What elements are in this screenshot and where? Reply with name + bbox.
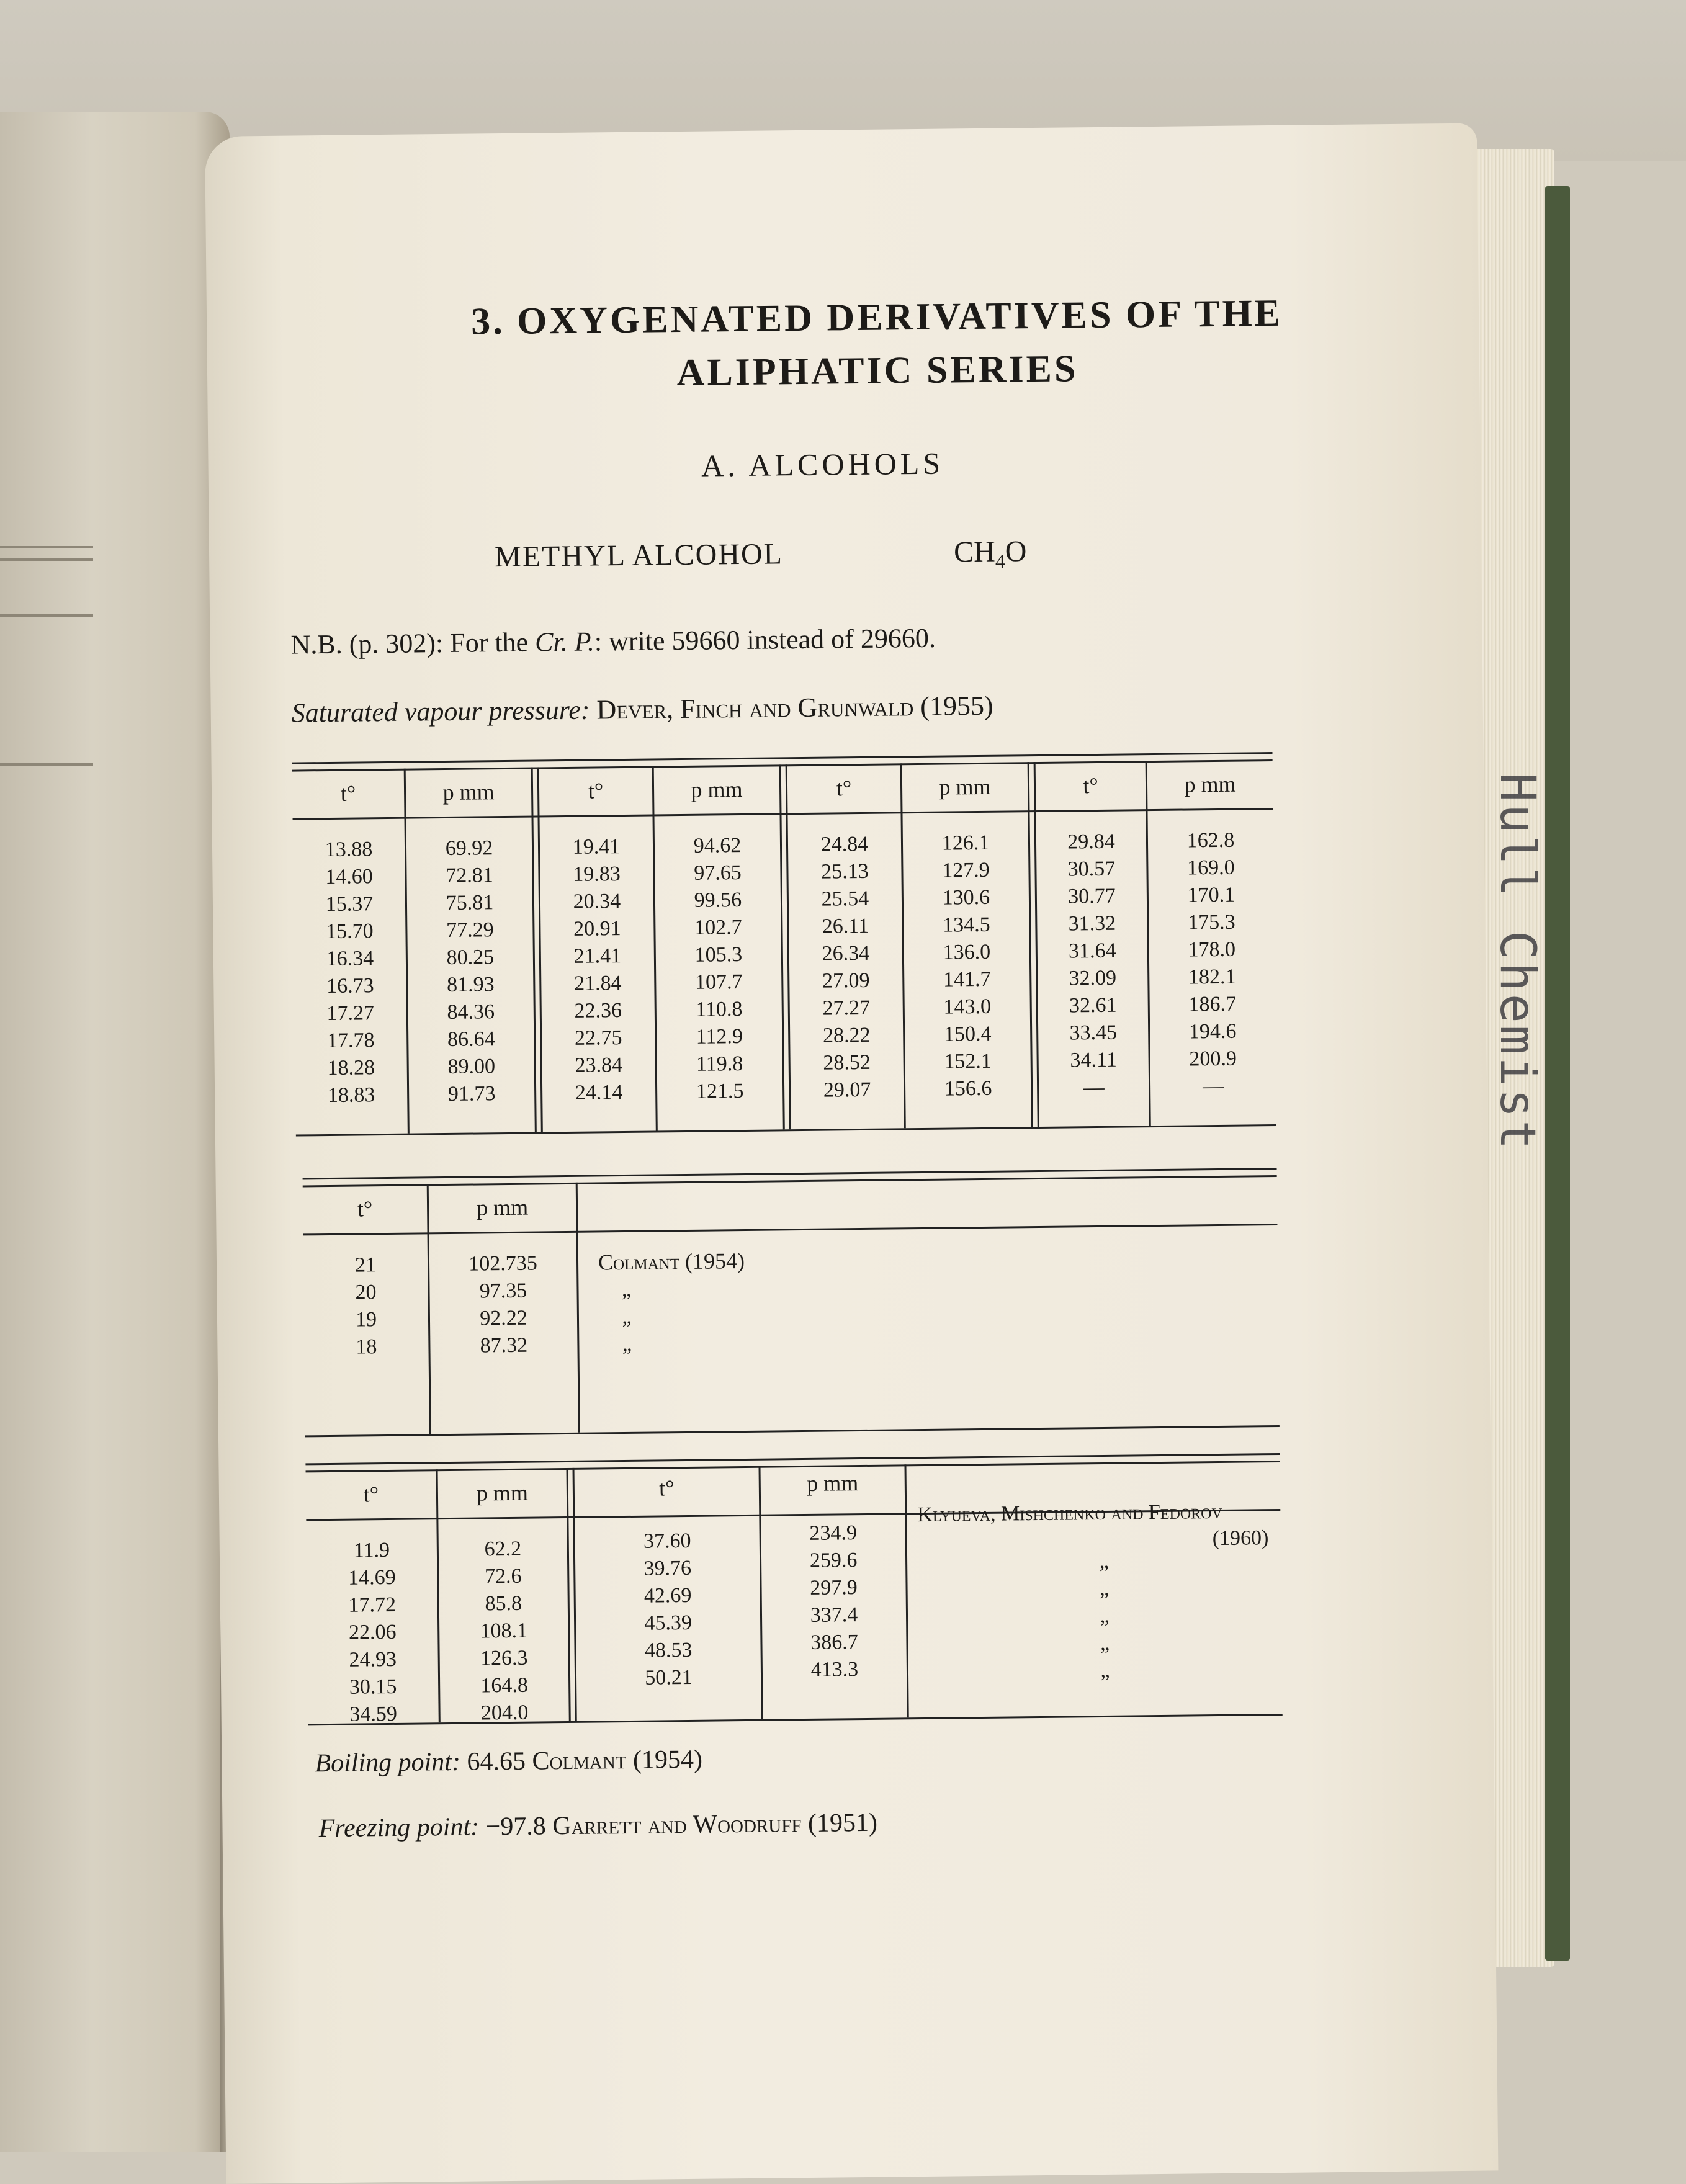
library-stamp-text: Hull Chemist [1489,772,1545,1152]
table-cell: 80.25 [446,946,495,969]
chapter-title [356,285,1399,403]
table-cell: 91.73 [447,1082,496,1106]
table2-column [303,1251,429,1361]
saturated-source: Dever, Finch and Grunwald (1955) [596,690,993,725]
table-cell: 23.84 [575,1054,623,1077]
table-cell: 15.37 [325,892,374,916]
table-cell: 18 [356,1335,377,1359]
table-cell: 30.77 [1067,884,1116,908]
table-cell: 26.11 [822,914,869,938]
table2-header-t: t° [357,1196,373,1222]
table1-column [655,831,783,1106]
table3-header-p: p mm [476,1480,529,1506]
boiling-value: 64.65 [467,1747,526,1776]
table-cell: 97.65 [694,861,742,885]
table-cell: 127.9 [942,858,990,882]
table-cell: 34.59 [349,1702,398,1726]
table-cell: 86.64 [447,1027,495,1051]
table-cell: 20.34 [573,890,621,913]
table-cell: 386.7 [810,1631,858,1654]
nb-suffix: : write 59660 instead of 29660. [594,622,936,657]
section-heading: A. ALCOHOLS [701,445,944,483]
table-cell: 194.6 [1188,1019,1237,1044]
formula-tail: O [1005,535,1027,568]
table3-column [575,1527,761,1693]
formula-subscript: 4 [995,550,1006,573]
table-cell: 130.6 [942,885,990,910]
table-cell: 337.4 [810,1603,858,1627]
table-cell: 156.6 [944,1076,992,1101]
table-cell: 29.07 [823,1078,871,1102]
table1-column [1148,826,1276,1101]
table3-header-t: t° [363,1482,379,1507]
table-cell: 42.69 [643,1583,692,1608]
table-cell: 110.8 [695,998,743,1021]
table1-column [406,835,535,1109]
table-cell: 99.56 [694,888,742,912]
table-cell: 175.3 [1187,910,1235,934]
table-cell: 30.15 [349,1675,397,1699]
table-cell: 33.45 [1069,1021,1118,1045]
table-cell: 259.6 [809,1549,858,1572]
table1-header-t: t° [836,776,852,801]
table-cell: 19.41 [572,835,621,859]
table2-header-p: p mm [476,1194,529,1220]
table-cell: 18.28 [327,1056,375,1080]
table-cell: 69.92 [445,836,493,861]
table-cell: 102.735 [469,1251,537,1276]
table-cell: 17.72 [348,1593,397,1617]
table-cell: 134.5 [942,913,990,937]
table-cell: 126.1 [941,831,990,855]
table-cell: 31.64 [1068,939,1116,963]
table-cell: 25.13 [821,859,869,884]
table3-header-t: t° [658,1475,675,1501]
table-cell: 72.6 [484,1564,522,1588]
compound-name: METHYL ALCOHOL [494,537,784,574]
table-cell: 94.62 [693,834,742,857]
table-cell: 27.27 [822,996,871,1020]
table-cell: 11.9 [353,1539,390,1562]
table1-header-p: p mm [939,774,991,800]
table1-bottom-rule [296,1124,1276,1137]
table-cell: 45.39 [644,1611,693,1635]
table-cell: 126.3 [480,1646,528,1670]
table2-ditto: „ [622,1332,632,1356]
table-cell: 21 [354,1253,377,1277]
table1-column [788,830,904,1104]
nb-prefix: N.B. (p. 302): For the [290,627,536,660]
boiling-label: Boiling point: [315,1747,461,1778]
table-cell: 204.0 [480,1701,529,1725]
left-page-rule [0,558,93,561]
table-cell: — [1202,1074,1224,1098]
boiling-point [315,1745,702,1779]
table-cell: 234.9 [809,1521,858,1545]
table-cell: 169.0 [1186,856,1235,880]
table-cell: 62.2 [484,1537,522,1561]
table-cell: 182.1 [1188,965,1236,989]
table-cell: 121.5 [696,1079,744,1103]
table-cell: 22.75 [574,1026,622,1050]
boiling-source: Colmant (1954) [532,1745,703,1776]
saturated-vapour-heading [291,690,993,729]
nb-italic: Cr. P. [534,626,595,658]
table-cell: 13.88 [325,838,373,862]
table2-ditto: „ [621,1278,632,1302]
table-cell: 32.61 [1069,993,1117,1018]
table-cell: 17.27 [326,1001,375,1026]
table3-column [761,1519,907,1684]
table1-column [540,833,656,1108]
left-page-rule [0,614,93,617]
table-cell: 24.84 [820,832,869,856]
table-cell: 105.3 [694,943,743,967]
table-cell: 89.00 [447,1055,496,1078]
table-cell: 19 [355,1308,377,1331]
freezing-source: Garrett and Woodruff (1951) [552,1808,878,1841]
table-cell: 14.69 [348,1565,396,1590]
left-page-rule [0,546,93,548]
table1-header-p: p mm [442,779,495,805]
table3-ditto: „ [1099,1549,1109,1573]
table-cell: 29.84 [1067,830,1115,854]
table-cell: 25.54 [821,887,869,911]
table1-header-t: t° [1083,772,1098,799]
table-cell: 97.35 [479,1279,527,1303]
table3-ditto: „ [1100,1631,1110,1655]
table3-ditto: „ [1099,1577,1110,1601]
table3-ditto: „ [1100,1658,1110,1683]
table-cell: 92.22 [480,1306,527,1330]
table-cell: 102.7 [694,916,742,939]
table-cell: 119.8 [696,1052,743,1076]
table2-header-rule [303,1224,1278,1235]
table3-column [307,1536,439,1729]
table-cell: 19.83 [573,862,621,886]
table3-source-year: (1960) [1212,1526,1269,1551]
table-cell: 77.29 [446,918,494,942]
table-cell: 75.81 [446,891,494,915]
table-cell: 30.57 [1067,857,1116,881]
table-cell: 108.1 [480,1619,528,1643]
table-cell: 32.09 [1069,966,1117,990]
table-cell: 22.36 [574,999,622,1023]
table3-column [439,1535,569,1727]
table1-header-t: t° [588,778,604,803]
table-cell: 84.36 [447,1000,495,1024]
table-cell: 21.84 [573,972,622,995]
table-cell: 186.7 [1188,992,1237,1016]
saturated-label: Saturated vapour pressure: [291,694,590,728]
freezing-point [318,1808,877,1843]
table-cell: 16.73 [326,974,374,998]
table3-header-p: p mm [807,1470,859,1496]
table-cell: 20 [355,1281,377,1304]
table2-ditto: „ [622,1305,632,1329]
compound-formula [954,534,1027,573]
table-cell: 16.34 [326,947,374,971]
table-cell: 39.76 [643,1556,692,1580]
chapter-title-line1: 3. OXYGENATED DERIVATIVES OF THE [470,292,1283,343]
freezing-label: Freezing point: [318,1812,480,1843]
left-page [0,112,230,2152]
freezing-value: −97.8 [485,1812,547,1842]
table1-column [903,829,1031,1103]
table3-ditto: „ [1100,1604,1110,1628]
book-page [205,123,1498,2184]
table2-source: Colmant (1954) [598,1248,745,1275]
table-cell: 170.1 [1187,883,1235,907]
formula-main: CH [953,535,996,569]
table-cell: 150.4 [943,1022,992,1046]
table-cell: 34.11 [1070,1048,1117,1072]
table-cell: 81.93 [446,973,495,996]
table-cell: 152.1 [944,1049,992,1073]
table-cell: 37.60 [643,1529,691,1553]
table-cell: 164.8 [480,1673,529,1698]
table-cell: 20.91 [573,917,621,941]
table1-header-rule [293,808,1273,820]
page-content [205,123,1497,2122]
table2-bottom-rule [305,1425,1280,1437]
table-cell: 143.0 [943,995,992,1019]
table-cell: 24.93 [349,1647,397,1672]
table-cell: 413.3 [810,1658,859,1681]
table-cell: 14.60 [325,865,373,889]
table-cell: 15.70 [325,920,374,944]
table-cell: 87.32 [480,1333,528,1358]
left-page-rule [0,763,93,766]
table1-column [1036,828,1149,1102]
table-cell: 200.9 [1189,1047,1237,1071]
table-cell: 72.81 [446,864,493,887]
table-cell: 17.78 [326,1029,375,1053]
table1-column [293,836,408,1110]
table-cell: 24.14 [575,1081,623,1104]
table-cell: 28.52 [823,1050,871,1075]
table-cell: 141.7 [943,967,991,991]
table-cell: 107.7 [694,970,743,994]
table-cell: 50.21 [645,1665,693,1689]
table-cell: 27.09 [822,969,870,993]
table-cell: 297.9 [810,1576,858,1600]
table-cell: 31.32 [1068,911,1116,936]
table2-column [429,1250,578,1360]
table-cell: 178.0 [1188,938,1236,962]
table-cell: 21.41 [573,944,622,968]
table1-header-t: t° [340,781,356,806]
table-cell: — [1083,1075,1105,1099]
table-cell: 28.22 [822,1023,871,1047]
table-cell: 48.53 [644,1638,693,1662]
table-cell: 22.06 [348,1620,397,1644]
table-cell: 162.8 [1186,828,1235,853]
chapter-title-line2: ALIPHATIC SERIES [676,347,1078,395]
nb-note [290,622,936,661]
table-cell: 112.9 [696,1025,743,1049]
table1-header-p: p mm [1184,771,1236,797]
table-cell: 136.0 [943,940,991,964]
table-cell: 26.34 [822,941,870,965]
table1-header-p: p mm [691,776,743,802]
table3-source: Klyueva, Mishchenko and Fedorov [917,1500,1223,1527]
table-cell: 85.8 [485,1591,522,1616]
table-cell: 18.83 [327,1083,375,1108]
